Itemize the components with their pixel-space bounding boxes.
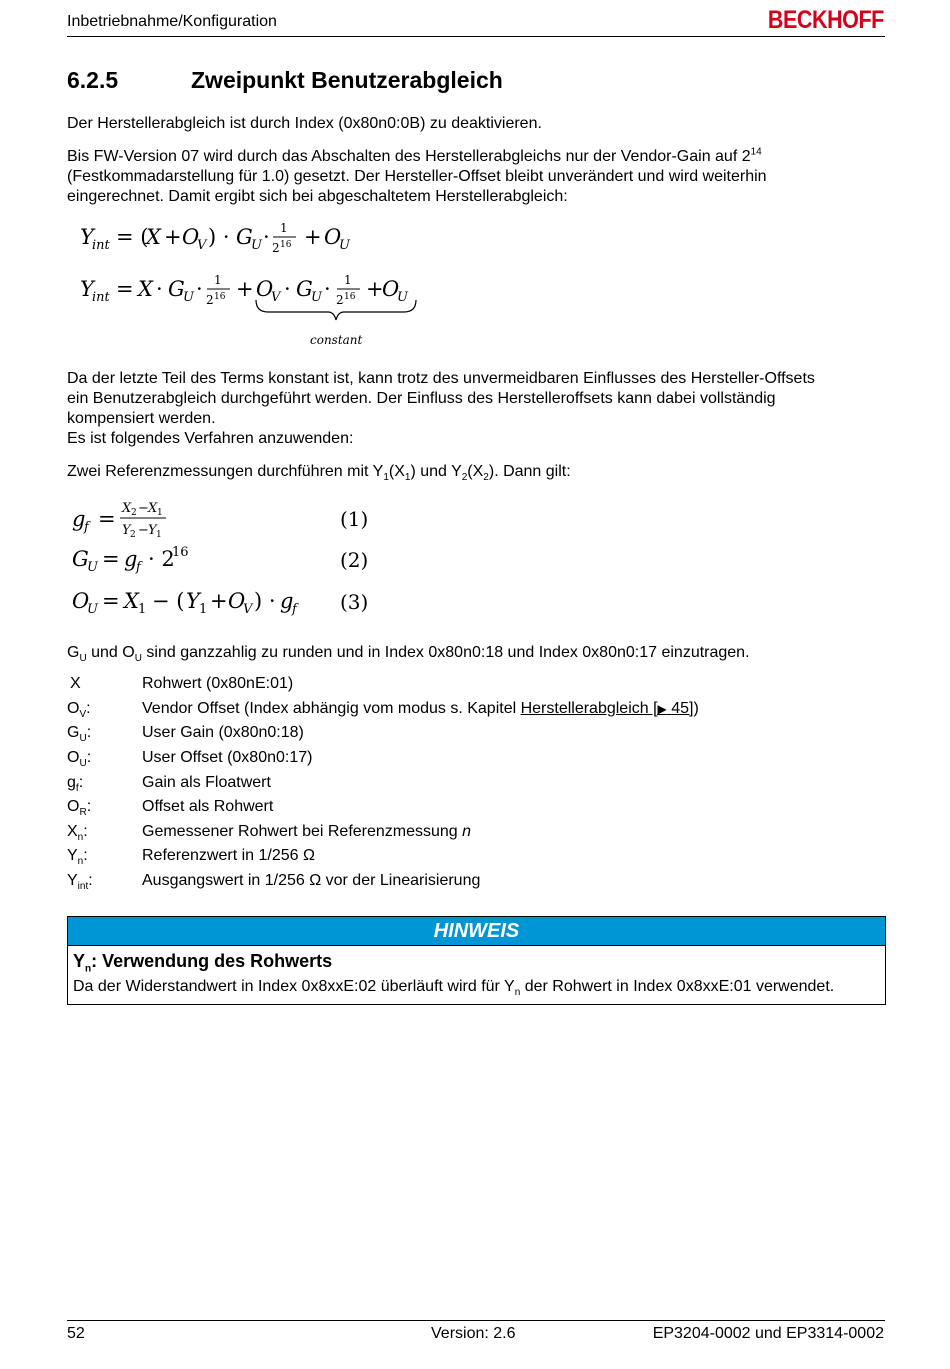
header-rule (67, 36, 885, 37)
svg-text:+: + (210, 589, 228, 613)
svg-text:1: 1 (280, 221, 288, 235)
svg-text:O: O (228, 589, 246, 613)
svg-text:X: X (124, 589, 139, 613)
svg-text:V: V (197, 238, 207, 253)
svg-text:+: + (366, 277, 384, 301)
svg-text:1: 1 (157, 508, 163, 518)
section-number: 6.2.5 (67, 67, 119, 93)
paragraph-5: $G_U$ und $O_U$ sind ganzzahlig zu runden und in Index 0x80n0:18 und Index 0x80n0:17 einzutragen. (67, 644, 750, 665)
svg-text:U: U (183, 290, 194, 305)
svg-text:·: · (196, 277, 203, 301)
svg-text:g: g (72, 507, 86, 531)
definition-row: $Y_{int}$: Ausgangswert in 1/256 Ω vor der Linearisierung (67, 872, 481, 893)
svg-text:G: G (236, 225, 253, 249)
footer-rule (67, 1320, 885, 1321)
svg-text:− (: − ( (152, 589, 185, 613)
svg-text:1: 1 (214, 273, 222, 287)
paragraph-1: Der Herstellerabgleich ist durch Index (0x80n0:0B) zu deaktivieren. (67, 115, 542, 132)
svg-text:X: X (122, 501, 132, 516)
svg-text:f: f (84, 520, 89, 535)
svg-text:X: X (148, 501, 158, 516)
page-ref-arrow-icon: ▶ (657, 701, 667, 716)
paragraph-2: Bis FW-Version 07 wird durch das Abschalten des Herstellerabgleichs nur der Vendor-Gain auf $2^{14}$ (Festkommadarstellung für 1.0) gesetzt. Der Hersteller-Offset bleibt unverändert und wird weiterhin eingerechnet. Damit ergibt sich bei abgeschaltetem Herstellerabgleich: (67, 146, 767, 205)
svg-text:·: · (284, 277, 291, 301)
svg-text:f: f (292, 602, 297, 617)
product-name: EP3204-0002 und EP3314-0002 (652, 1325, 884, 1342)
svg-text:2: 2 (206, 293, 214, 307)
svg-text:U: U (87, 602, 98, 617)
definition-row: X Rohwert (0x80nE:01) (70, 675, 294, 693)
svg-text:+: + (236, 277, 254, 301)
svg-text:16: 16 (280, 240, 292, 250)
svg-text:Y: Y (122, 523, 131, 538)
svg-text:Y: Y (186, 589, 200, 613)
svg-text:X: X (138, 277, 153, 301)
svg-text:O: O (72, 589, 90, 613)
svg-text:· 2: · 2 (148, 547, 175, 571)
symbol-definitions (67, 672, 887, 893)
svg-text:int: int (92, 290, 110, 305)
svg-text:16: 16 (344, 292, 356, 302)
svg-text:=: = (98, 507, 116, 531)
svg-text:=: = (116, 277, 134, 301)
svg-text:+: + (164, 225, 182, 249)
svg-text:1: 1 (344, 273, 352, 287)
svg-text:−: − (138, 523, 149, 538)
equation-number-1: (1) (340, 507, 369, 531)
header-section-title: Inbetriebnahme/Konfiguration (67, 13, 277, 30)
svg-text:2: 2 (131, 508, 137, 518)
svg-text:G: G (168, 277, 185, 301)
svg-text:V: V (243, 602, 253, 617)
constant-label: constant (310, 333, 363, 347)
svg-text:=: = (102, 547, 120, 571)
equation-number-3: (3) (340, 590, 369, 614)
svg-text:Y: Y (80, 277, 94, 301)
svg-text:G: G (72, 547, 89, 571)
svg-text:Y: Y (148, 523, 157, 538)
svg-text:f: f (136, 560, 141, 575)
equation-number-2: (2) (340, 548, 369, 572)
svg-text:U: U (397, 290, 408, 305)
section-title: Zweipunkt Benutzerabgleich (191, 67, 503, 93)
svg-text:U: U (311, 290, 322, 305)
svg-text:U: U (251, 238, 262, 253)
svg-text:·: · (324, 277, 331, 301)
svg-text:O: O (256, 277, 274, 301)
svg-text:G: G (296, 277, 313, 301)
hinweis-note-box (67, 916, 886, 1005)
svg-text:int: int (92, 238, 110, 253)
paragraph-4: Zwei Referenzmessungen durchführen mit $Y_1(X_1)$ und $Y_2(X_2)$. Dann gilt: (67, 463, 571, 484)
beckhoff-logo: BECKHOFF (767, 6, 884, 34)
formula-vendor-gain (70, 212, 450, 352)
svg-text:·: · (263, 225, 270, 249)
svg-text:16: 16 (214, 292, 226, 302)
definition-row: $O_U$: User Offset (0x80n0:17) (67, 749, 313, 770)
paragraph-3: Da der letzte Teil des Terms konstant ist, kann trotz des unvermeidbaren Einflusses des Hersteller-Offsets ein Benutzerabgleich durchgeführt werden. Der Einfluss des Herstelleroffsets kann dabei vollständig kompensiert werden. Es ist folgendes Verfahren anzuwenden: (67, 370, 815, 447)
definition-row: $G_U$: User Gain (0x80n0:18) (67, 724, 304, 745)
svg-text:U: U (339, 238, 350, 253)
svg-text:O: O (324, 225, 342, 249)
definition-row: $O_R$: Offset als Rohwert (67, 798, 274, 819)
svg-text:V: V (271, 290, 281, 305)
definition-row: $Y_n$: Referenzwert in 1/256 Ω (67, 847, 315, 868)
definition-row: $g_f$: Gain als Floatwert (67, 773, 271, 794)
svg-text:O: O (382, 277, 400, 301)
svg-text:1: 1 (138, 602, 147, 617)
svg-text:=: = (102, 589, 120, 613)
herstellerabgleich-link[interactable]: Herstellerabgleich [▶ 45] (520, 699, 694, 717)
svg-text:) ·: ) · (254, 589, 276, 613)
svg-text:1: 1 (156, 530, 162, 540)
note-text: Da der Widerstandwert in Index 0x8xxE:02 überläuft wird für $Y_n$ der Rohwert in Index 0x8xxE:01 verwendet. (73, 978, 835, 999)
svg-text:O: O (182, 225, 200, 249)
svg-text:1: 1 (199, 602, 208, 617)
note-title: $Y_n$: Verwendung des Rohwerts (73, 951, 333, 975)
page-number: 52 (67, 1325, 85, 1342)
svg-text:X: X (146, 225, 161, 249)
svg-text:2: 2 (130, 530, 136, 540)
svg-text:2: 2 (272, 241, 280, 255)
svg-text:·: · (156, 277, 163, 301)
formula-calibration (68, 494, 388, 624)
svg-text:Y: Y (80, 225, 94, 249)
svg-text:U: U (87, 560, 98, 575)
svg-text:g: g (124, 547, 138, 571)
svg-text:+: + (304, 225, 322, 249)
section-heading (67, 67, 503, 94)
svg-text:16: 16 (172, 545, 189, 560)
svg-text:g: g (280, 589, 294, 613)
note-label: HINWEIS (68, 917, 885, 946)
version-label: Version: 2.6 (431, 1325, 516, 1342)
svg-text:−: − (138, 501, 149, 516)
definition-row: $O_V$: Vendor Offset (Index abhängig vom modus s. Kapitel Herstellerabgleich [▶ 45]) (67, 699, 699, 721)
svg-text:= (: = ( (116, 225, 149, 249)
svg-text:) ·: ) · (208, 225, 230, 249)
svg-text:2: 2 (336, 293, 344, 307)
definition-row: $X_n$: Gemessener Rohwert bei Referenzmessung n (67, 822, 472, 844)
